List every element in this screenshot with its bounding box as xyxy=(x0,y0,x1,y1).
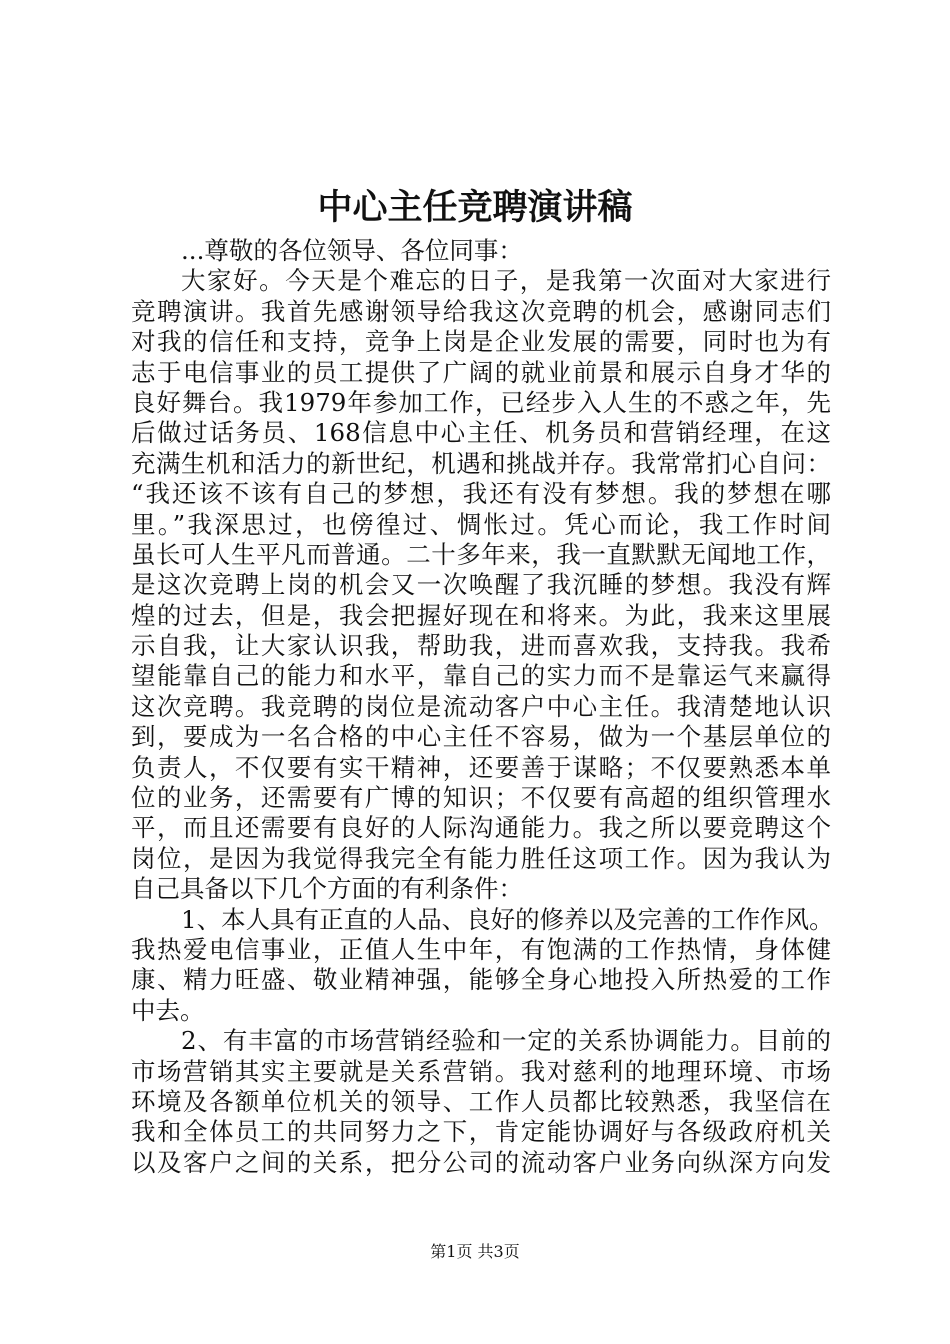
body-line: 后做过话务员、168信息中心主任、机务员和营销经理，在这 xyxy=(131,418,831,448)
body-line: 我热爱电信事业，正值人生中年，有饱满的工作热情，身体健 xyxy=(131,934,831,964)
body-line: 良好舞台。我1979年参加工作，已经步入人生的不惑之年，先 xyxy=(131,387,831,417)
document-body xyxy=(131,236,834,1178)
body-line: 大家好。今天是个难忘的日子，是我第一次面对大家进行 xyxy=(181,266,831,296)
body-line: 对我的信任和支持，竞争上岗是企业发展的需要，同时也为有 xyxy=(131,327,831,357)
body-line: 2、有丰富的市场营销经验和一定的关系协调能力。目前的 xyxy=(181,1026,831,1056)
body-line: 充满生机和活力的新世纪，机遇和挑战并存。我常常扪心自问： xyxy=(131,448,831,478)
body-line: 示自我，让大家认识我，帮助我，进而喜欢我，支持我。我希 xyxy=(131,631,831,661)
body-line: 到，要成为一名合格的中心主任不容易，做为一个基层单位的 xyxy=(131,722,831,752)
body-line: 虽长可人生平凡而普通。二十多年来，我一直默默无闻地工作， xyxy=(131,539,831,569)
body-line: 竞聘演讲。我首先感谢领导给我这次竞聘的机会，感谢同志们 xyxy=(131,296,831,326)
body-line: ...尊敬的各位领导、各位同事： xyxy=(181,236,523,265)
body-line: 以及客户之间的关系，把分公司的流动客户业务向纵深方向发 xyxy=(131,1147,831,1177)
body-line: “我还该不该有自己的梦想，我还有没有梦想。我的梦想在哪 xyxy=(131,479,831,509)
body-line: 岗位，是因为我觉得我完全有能力胜任这项工作。因为我认为 xyxy=(131,843,831,873)
body-line: 康、精力旺盛、敬业精神强，能够全身心地投入所热爱的工作 xyxy=(131,965,831,995)
body-line: 负责人，不仅要有实干精神，还要善于谋略；不仅要熟悉本单 xyxy=(131,752,831,782)
body-line: 这次竞聘。我竞聘的岗位是流动客户中心主任。我清楚地认识 xyxy=(131,691,831,721)
body-line: 自己具备以下几个方面的有利条件： xyxy=(131,874,523,904)
body-line: 市场营销其实主要就是关系营销。我对慈利的地理环境、市场 xyxy=(131,1056,831,1086)
page-footer: 第1页 共3页 xyxy=(430,1242,520,1261)
body-line: 环境及各额单位机关的领导、工作人员都比较熟悉，我坚信在 xyxy=(131,1086,831,1116)
body-line: 1、本人具有正直的人品、良好的修养以及完善的工作作风。 xyxy=(181,904,834,934)
body-line: 我和全体员工的共同努力之下，肯定能协调好与各级政府机关 xyxy=(131,1117,831,1147)
body-line: 平，而且还需要有良好的人际沟通能力。我之所以要竞聘这个 xyxy=(131,813,831,843)
body-line: 煌的过去，但是，我会把握好现在和将来。为此，我来这里展 xyxy=(131,600,831,630)
body-line: 是这次竞聘上岗的机会又一次唤醒了我沉睡的梦想。我没有辉 xyxy=(131,570,831,600)
body-line: 志于电信事业的员工提供了广阔的就业前景和展示自身才华的 xyxy=(131,357,831,387)
body-line: 望能靠自己的能力和水平，靠自己的实力而不是靠运气来赢得 xyxy=(131,661,831,691)
document-title: 中心主任竞聘演讲稿 xyxy=(317,187,633,228)
body-line: 位的业务，还需要有广博的知识；不仅要有高超的组织管理水 xyxy=(131,783,831,813)
body-line: 里。”我深思过，也傍徨过、惆怅过。凭心而论，我工作时间 xyxy=(131,509,831,539)
body-line: 中去。 xyxy=(131,995,205,1025)
